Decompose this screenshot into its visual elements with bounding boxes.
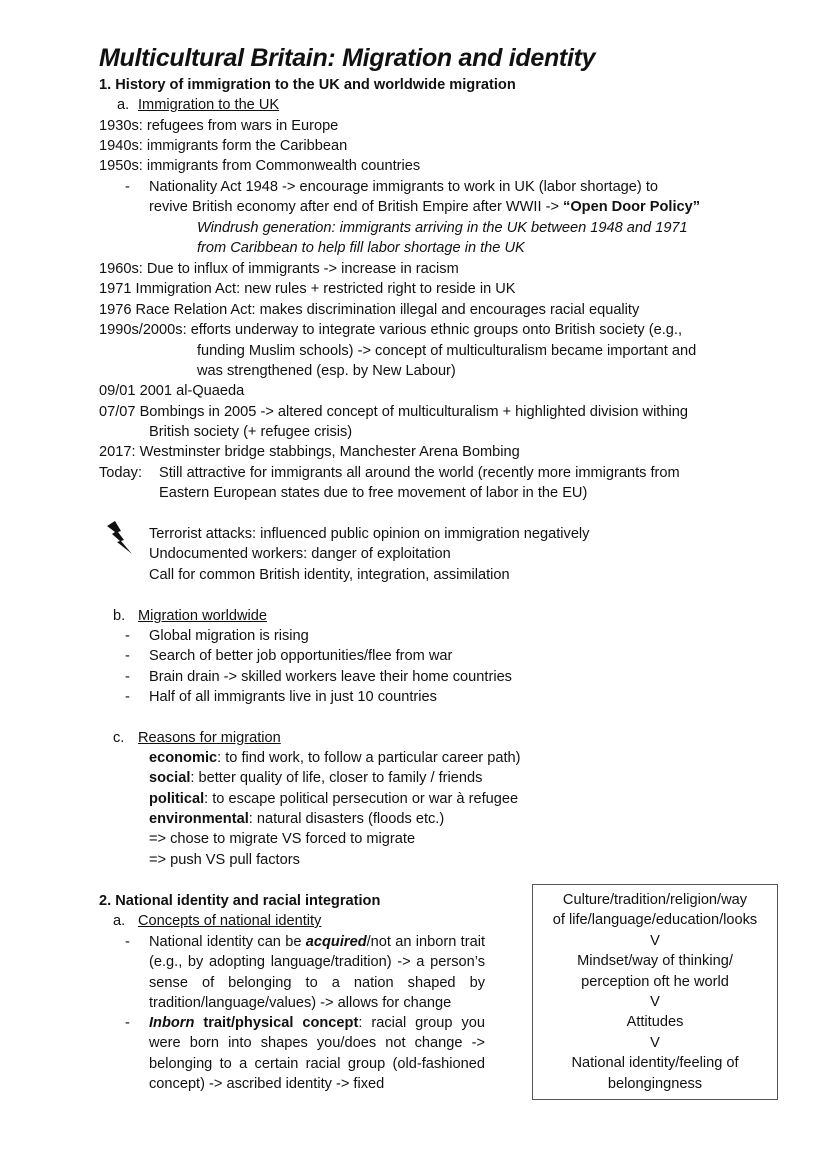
lightning-bolt-icon <box>104 520 134 556</box>
text: : racial group you were born into shapes you/does not change -> belonging to a certain racial group (old-fashioned concept) -> ascribed identity -> fixed <box>149 1015 486 1093</box>
timeline-1971: 1971 Immigration Act: new rules + restricted right to reside in UK <box>99 281 516 297</box>
subsection-1a-marker: a. <box>117 97 130 113</box>
flow-step-culture-line-2: of life/language/education/looks <box>552 912 758 929</box>
text: National identity can be <box>149 934 306 950</box>
timeline-1930s: 1930s: refugees from wars in Europe <box>99 118 339 134</box>
nationality-act-line-1: Nationality Act 1948 -> encourage immigrants to work in UK (labor shortage) to <box>149 179 658 195</box>
reason-text: : to escape political persecution or war à refugee <box>204 791 519 807</box>
timeline-1990s-line-2: funding Muslim schools) -> concept of multiculturalism became important and <box>197 343 697 359</box>
timeline-today-label: Today: <box>99 465 142 481</box>
emphasis-inborn: Inborn <box>149 1015 195 1031</box>
open-door-policy: “Open Door Policy” <box>563 199 701 215</box>
flow-step-mindset-line-2: perception oft he world <box>581 973 729 990</box>
flow-step-attitudes: Attitudes <box>626 1014 684 1031</box>
conclusion-chose-vs-forced: => chose to migrate VS forced to migrate <box>149 831 416 847</box>
reason-term: economic <box>149 750 218 766</box>
windrush-line-1: Windrush generation: immigrants arriving in the UK between 1948 and 1971 <box>197 220 688 236</box>
reason-political <box>149 789 518 809</box>
flow-step-mindset-line-1: Mindset/way of thinking/ <box>577 953 733 970</box>
timeline-1940s: 1940s: immigrants form the Caribbean <box>99 138 348 154</box>
timeline-1950s: 1950s: immigrants from Commonwealth countries <box>99 158 421 174</box>
bullet-dash: - <box>125 1015 130 1031</box>
bullet-dash: - <box>125 689 130 705</box>
bullet-dash: - <box>125 648 130 664</box>
windrush-line-2: from Caribbean to help fill labor shortage in the UK <box>197 240 525 256</box>
nationality-act-line-2 <box>149 197 700 217</box>
problem-british-identity: Call for common British identity, integration, assimilation <box>149 567 510 583</box>
reason-term: environmental <box>149 811 249 827</box>
timeline-1990s-line-3: was strengthened (esp. by New Labour) <box>197 363 456 379</box>
worldwide-bullet-3: Brain drain -> skilled workers leave their home countries <box>149 669 512 685</box>
bullet-dash: - <box>125 669 130 685</box>
subsection-2a-heading: Concepts of national identity <box>138 913 322 929</box>
timeline-1990s-line-1: 1990s/2000s: efforts underway to integrate various ethnic groups onto British society (e.g., <box>99 322 683 338</box>
reason-term: political <box>149 791 205 807</box>
flow-arrow: V <box>650 1034 660 1051</box>
reason-social <box>149 768 482 788</box>
reason-environmental <box>149 809 444 829</box>
identity-inborn-bullet <box>149 1013 485 1095</box>
reason-economic <box>149 748 521 768</box>
bullet-dash: - <box>125 628 130 644</box>
flow-arrow: V <box>650 994 660 1011</box>
subsection-1b-marker: b. <box>113 608 126 624</box>
bullet-dash: - <box>125 934 130 950</box>
nationality-act-text: revive British economy after end of British Empire after WWII -> <box>149 199 564 215</box>
problem-undocumented-workers: Undocumented workers: danger of exploitation <box>149 546 451 562</box>
page-title: Multicultural Britain: Migration and identity <box>99 44 596 72</box>
timeline-2005-line-1: 07/07 Bombings in 2005 -> altered concept of multiculturalism + highlighted division withing <box>99 404 688 420</box>
worldwide-bullet-2: Search of better job opportunities/flee from war <box>149 648 453 664</box>
subsection-1a-heading: Immigration to the UK <box>138 97 280 113</box>
section-1-heading: 1. History of immigration to the UK and worldwide migration <box>99 77 516 93</box>
worldwide-bullet-4: Half of all immigrants live in just 10 countries <box>149 689 437 705</box>
emphasis-acquired: acquired <box>305 934 367 950</box>
subsection-1c-marker: c. <box>113 730 125 746</box>
reason-text: : to find work, to follow a particular career path) <box>217 750 521 766</box>
timeline-today-line-2: Eastern European states due to free movement of labor in the EU) <box>159 485 588 501</box>
subsection-2a-marker: a. <box>113 913 126 929</box>
timeline-1976: 1976 Race Relation Act: makes discrimination illegal and encourages racial equality <box>99 302 640 318</box>
reason-text: : natural disasters (floods etc.) <box>248 811 445 827</box>
timeline-2005-line-2: British society (+ refugee crisis) <box>149 424 353 440</box>
conclusion-push-vs-pull: => push VS pull factors <box>149 852 300 868</box>
reason-text: : better quality of life, closer to family / friends <box>190 770 483 786</box>
subsection-1b-heading: Migration worldwide <box>138 608 267 624</box>
subsection-1c-heading: Reasons for migration <box>138 730 281 746</box>
worldwide-bullet-1: Global migration is rising <box>149 628 309 644</box>
flow-step-national-identity-line-1: National identity/feeling of <box>571 1055 739 1072</box>
flow-arrow: V <box>650 932 660 949</box>
flow-step-culture-line-1: Culture/tradition/religion/way <box>562 892 748 908</box>
text: /not an inborn trait (e.g., by adopting language/tradition) -> a person’s sense of belonging to a nation shaped by tradition/language/values) -> allows for change <box>149 934 485 1012</box>
timeline-1960s: 1960s: Due to influx of immigrants -> increase in racism <box>99 261 459 277</box>
timeline-today-line-1: Still attractive for immigrants all around the world (recently more immigrants from <box>159 465 680 481</box>
timeline-2001: 09/01 2001 al-Quaeda <box>99 383 245 399</box>
emphasis-physical-concept: trait/physical concept <box>194 1015 359 1031</box>
identity-flow-box <box>532 884 778 1100</box>
identity-acquired-bullet <box>149 932 485 1014</box>
timeline-2017: 2017: Westminster bridge stabbings, Manchester Arena Bombing <box>99 444 520 460</box>
problem-terrorist-attacks: Terrorist attacks: influenced public opinion on immigration negatively <box>149 526 590 542</box>
reason-term: social <box>149 770 191 786</box>
flow-step-national-identity-line-2: belongingness <box>607 1075 703 1092</box>
section-2-heading: 2. National identity and racial integration <box>99 893 381 909</box>
bullet-dash: - <box>125 179 130 195</box>
